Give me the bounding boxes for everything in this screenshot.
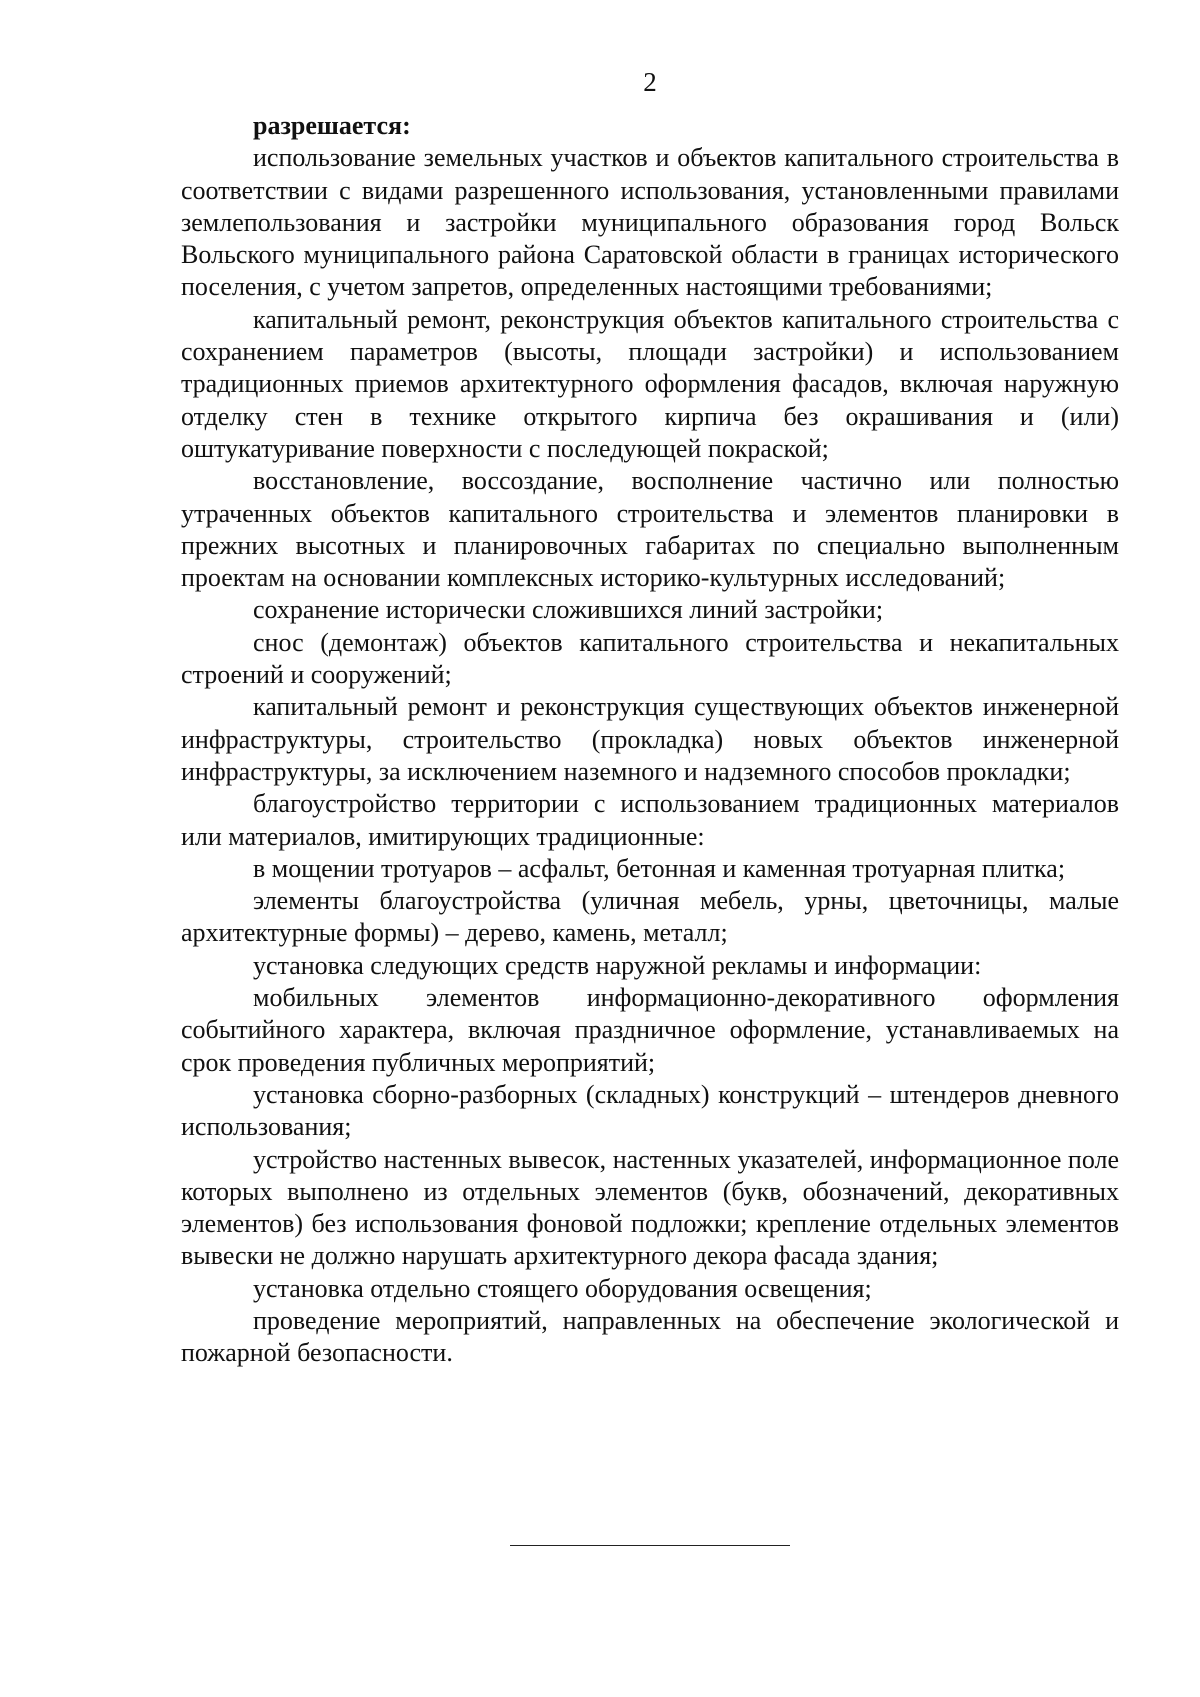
paragraph: использование земельных участков и объектов капитального строительства в соответствии с видами разрешенного использования, установленными правилами землепользования и застройки муниципального образования город Вольск Вольского муниципального района Саратовской области в границах исторического поселения, с учетом запретов, определенных настоящими требованиями; <box>181 143 1119 302</box>
document-body <box>181 110 1119 1370</box>
paragraph: благоустройство территории с использованием традиционных материалов или материалов, имитирующих традиционные: <box>181 789 1119 851</box>
paragraph: установка отдельно стоящего оборудования освещения; <box>253 1273 872 1303</box>
paragraph: установка сборно-разборных (складных) конструкций – штендеров дневного использования; <box>181 1079 1119 1142</box>
paragraph: элементы благоустройства (уличная мебель, урны, цветочницы, малые архитектурные формы) – дерево, камень, металл; <box>181 886 1119 948</box>
paragraph: снос (демонтаж) объектов капитального строительства и некапитальных строений и сооружений; <box>181 627 1119 690</box>
paragraph: мобильных элементов информационно-декоративного оформления событийного характера, включая праздничное оформление, устанавливаемых на срок проведения публичных мероприятий; <box>181 983 1119 1077</box>
paragraph: установка следующих средств наружной рекламы и информации: <box>253 950 982 980</box>
paragraph: проведение мероприятий, направленных на обеспечение экологической и пожарной безопасности. <box>181 1305 1119 1368</box>
paragraph: восстановление, воссоздание, восполнение частично или полностью утраченных объектов капитального строительства и элементов планировки в прежних высотных и планировочных габаритах по специально выполненным проектам на основании комплексных историко-культурных исследований; <box>181 466 1119 593</box>
page-number: 2 <box>643 67 657 97</box>
section-heading: разрешается: <box>253 111 411 140</box>
paragraph: сохранение исторически сложившихся линий застройки; <box>253 595 884 625</box>
paragraph: в мощении тротуаров – асфальт, бетонная и каменная тротуарная плитка; <box>253 853 1066 883</box>
paragraph: устройство настенных вывесок, настенных указателей, информационное поле которых выполнено из отдельных элементов (букв, обозначений, декоративных элементов) без использования фоновой подложки; крепление отдельных элементов вывески не должно нарушать архитектурного декора фасада здания; <box>181 1144 1119 1271</box>
end-of-document-rule <box>510 1545 790 1546</box>
paragraph: капитальный ремонт и реконструкция существующих объектов инженерной инфраструктуры, строительство (прокладка) новых объектов инженерной инфраструктуры, за исключением наземного и надземного способов прокладки; <box>181 692 1119 786</box>
paragraph: капитальный ремонт, реконструкция объектов капитального строительства с сохранением параметров (высоты, площади застройки) и использованием традиционных приемов архитектурного оформления фасадов, включая наружную отделку стен в технике открытого кирпича без окрашивания и (или) оштукатуривание поверхности с последующей покраской; <box>181 304 1119 463</box>
